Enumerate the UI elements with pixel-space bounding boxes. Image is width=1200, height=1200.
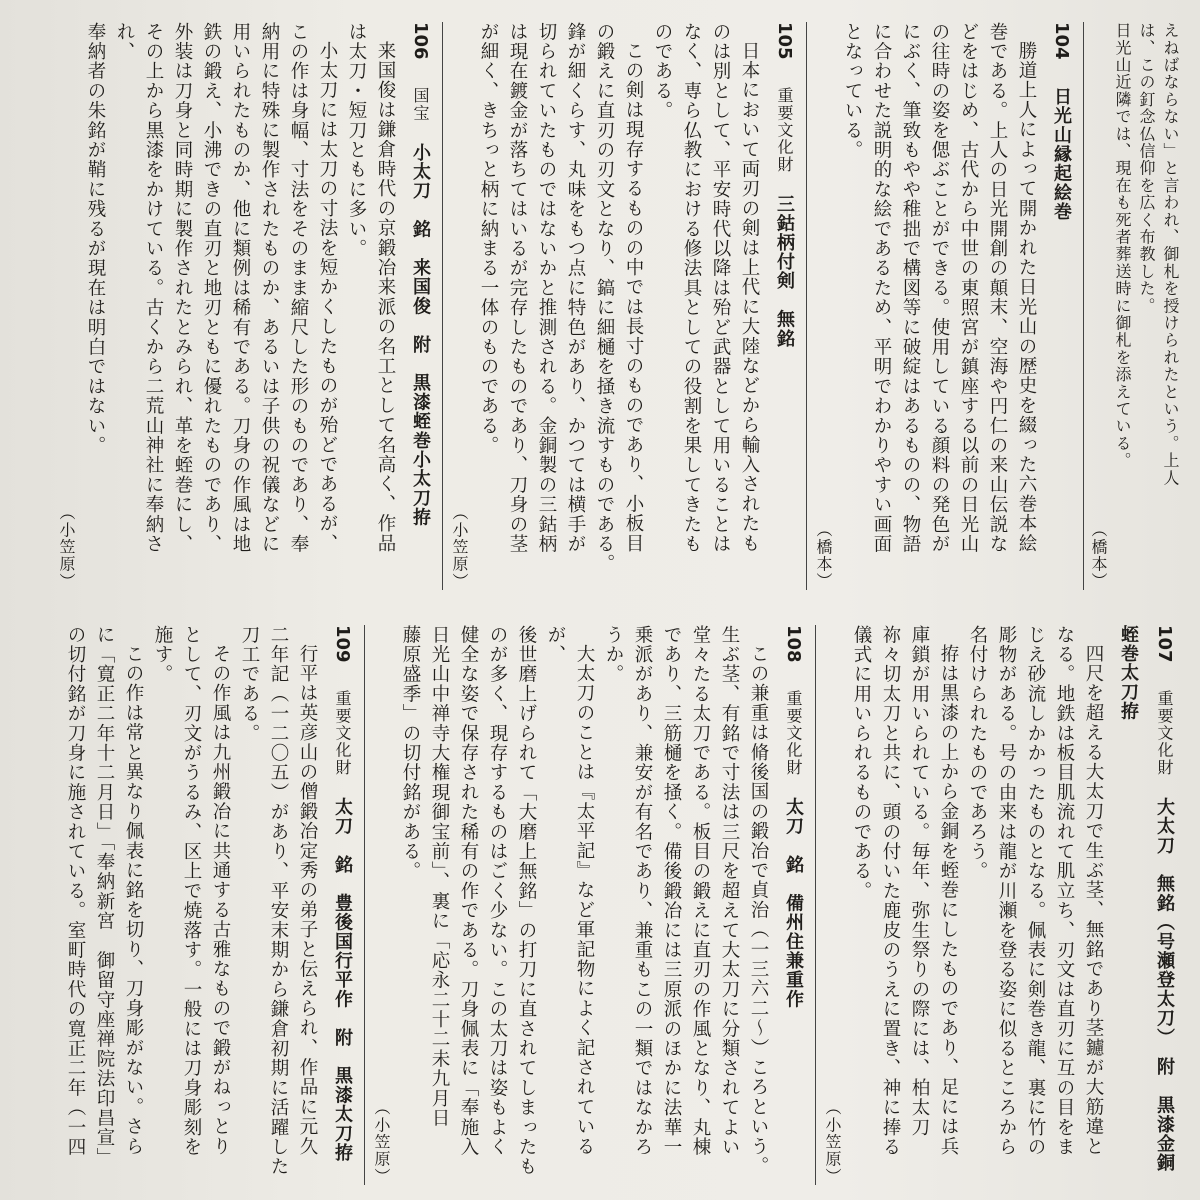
bottom-section [18, 625, 1182, 1185]
author-credit: （小笠原） [57, 504, 76, 590]
entry-rule [1083, 22, 1084, 590]
author-credit: （橋本） [814, 521, 833, 590]
text-line: に「寛正二年十二月日」「奉納新宮 御留守座禅院法印昌宣」 [94, 625, 115, 1168]
text-line: 日本において両刃の剣は上代に大陸などから輸入されたも [739, 40, 760, 553]
entry-rule [815, 625, 816, 1185]
designation-tag: 重要文化財 [775, 87, 794, 174]
entry-title: 三鈷柄付剣 無銘 [774, 194, 795, 349]
entry-heading [775, 625, 811, 1185]
text-line: えねばならない」と言われ、御札を授けられたという。上人 [1161, 22, 1180, 487]
text-line: の往時の姿を偲ぶことができる。使用している顔料の発色が [929, 22, 950, 554]
text-line: 堂々たる太刀である。板目の鍛えに直刃の作風となり、丸棟 [690, 625, 711, 1157]
text-line: は太刀・短刀ともに多い。 [346, 22, 367, 259]
text-line: は、この釘念仏信仰を広く布教した。 [1137, 22, 1156, 315]
text-line: 奉納者の朱銘が鞘に残るが現在は明白ではない。 [85, 22, 106, 456]
text-line: 日光山近隣では、現在も死者葬送時に御札を添えている。 [1113, 22, 1132, 470]
designation-tag: 重要文化財 [784, 690, 803, 777]
entry-number: 104 [1051, 22, 1072, 60]
entry-heading [766, 22, 802, 590]
entry-number: 107 [1154, 625, 1175, 663]
designation-tag: 重要文化財 [333, 690, 352, 777]
entry-rule [442, 22, 443, 590]
designation-tag: 重要文化財 [1155, 690, 1174, 777]
text-line: その上から黒漆をかけている。古くから二荒山神社に奉納され、 [114, 22, 164, 554]
text-line: にぶく、筆致もやや稚拙で構図等に破綻はあるものの、物語 [900, 22, 921, 554]
text-line: として、刃文がうるみ、区上で焼落す。一般には刀身彫刻を [181, 625, 202, 1157]
text-line: 藤原盛季」の切付銘がある。 [400, 625, 421, 882]
top-section [18, 22, 1182, 590]
text-line: なく、専ら仏教における修法具としての役割を果してきたも [681, 22, 702, 554]
entry-number: 109 [332, 625, 353, 663]
text-line: のが多く、現存するものはごく少ない。この太刀は姿もよく [487, 625, 508, 1157]
entry-heading [1043, 22, 1079, 590]
entry-108 [367, 625, 816, 1185]
text-line: となっている。 [842, 22, 863, 160]
author-credit: （小笠原） [450, 504, 469, 590]
text-line: の切付銘が刀身に施されている。室町時代の寛正二年（一四 [65, 625, 86, 1157]
text-line: 彫物がある。号の由来は龍が川瀬を登る姿に似るところから [996, 625, 1017, 1157]
text-line: 行平は英彦山の僧鍛冶定秀の弟子と伝えられ、作品に元久 [297, 643, 318, 1156]
entry-rule [364, 625, 365, 1185]
text-line: 生ぶ茎、有銘で寸法は三尺を超えて大太刀に分類されてよい [719, 625, 740, 1157]
entry-number: 105 [774, 22, 795, 60]
text-line: 鋒が細くらす、丸味をもつ点に特色があり、かつては横手が [565, 22, 586, 554]
text-line: 名付けられたものであろう。 [967, 625, 988, 882]
text-line: のである。 [652, 22, 673, 121]
text-line: 巻である。上人の日光開創の顛末、空海や円仁の来山伝説な [987, 22, 1008, 554]
text-line: であり、三筋樋を掻く。備後鍛冶には三原派のほかに法華一 [661, 625, 682, 1157]
entry-109 [61, 625, 365, 1185]
text-line: 儀式に用いられるものである。 [851, 625, 872, 901]
entry-title: 大太刀 無銘（号瀬登太刀） 附 黒漆金銅蛭巻太刀拵 [1118, 625, 1175, 1173]
entry-title: 日光山縁起絵巻 [1051, 87, 1072, 222]
author-credit: （小笠原） [372, 1099, 391, 1185]
text-line: なる。地鉄は板目肌流れて肌立ち、刃文は直刃に互の目をま [1054, 625, 1075, 1157]
text-line: 勝道上人によって開かれた日光山の歴史を綴った六巻本絵 [1016, 40, 1037, 553]
text-line: の鍛えに直刃の刃文となり、鎬に細樋を掻き流すものである。 [594, 22, 615, 574]
text-line: 鉄の鍛え、小沸できの直刃と地刃ともに優れたものであり、 [201, 22, 222, 554]
text-line: 納用に特殊に製作されたものか、あるいは子供の祝儀などに [259, 22, 280, 554]
text-line: その作風は九州鍛冶に共通する古雅なもので鍛がねっとり [210, 643, 231, 1156]
entry-104 [809, 22, 1084, 590]
text-line: 日光山中禅寺大権現御宝前」、裏に「応永二十二未九月日 [429, 625, 450, 1128]
text-line: が細く、きちっと柄に納まる一体のものである。 [478, 22, 499, 456]
author-credit: （小笠原） [823, 1099, 842, 1185]
designation-tag: 国宝 [411, 87, 430, 122]
text-line: この兼重は脩後国の鍛冶で貞治（一三六二〜）ころという。 [748, 643, 769, 1176]
text-line: この作は身幅、寸法をそのまま縮尺した形のものであり、奉 [288, 22, 309, 554]
text-line: 小太刀には太刀の寸法を短かくしたものが殆どであるが、 [317, 40, 338, 553]
text-line: 庫鎖が用いられている。毎年、弥生祭りの際には、柏太刀 [909, 625, 930, 1138]
text-line: うか。 [603, 625, 624, 685]
entry-107 [818, 625, 1182, 1185]
text-line: どをはじめ、古代から中世の東照宮が鎮座する以前の日光山 [958, 22, 979, 554]
text-line: 大太刀のことは『太平記』など軍記物によく記されているが、 [545, 625, 595, 1156]
text-line: 外装は刀身と同時期に製作されたとみられ、革を蛭巻にし、 [172, 22, 193, 554]
text-line: 拵は黒漆の上から金銅を蛭巻にしたものであり、足には兵 [938, 643, 959, 1156]
text-line: 乗派があり、兼安が有名であり、兼重もこの一類ではなかろ [632, 625, 653, 1157]
entry-heading [1110, 625, 1182, 1185]
entry-105 [445, 22, 807, 590]
text-line: 後世磨上げられて「大磨上無銘」の打刀に直されてしまったも [516, 625, 537, 1177]
text-line: 二年記（一二〇五）があり、平安末期から鎌倉初期に活躍した [268, 625, 289, 1177]
entry-106 [52, 22, 443, 590]
entry-rule [806, 22, 807, 590]
text-line: は現在鍍金が落ちてはいるが完存したものであり、刀身の茎 [507, 22, 528, 554]
entry-continuation [1086, 22, 1182, 590]
author-credit: （橋本） [1089, 521, 1108, 590]
entry-number: 106 [410, 22, 431, 60]
text-line: この剣は現存するものの中では長寸のものであり、小板目 [623, 40, 644, 553]
text-line: じえ砂流しかかったものとなる。佩表に剣巻き龍、裏に竹の [1025, 625, 1046, 1157]
text-line: 刀工である。 [239, 625, 260, 744]
text-line: 祢々切太刀と共に、頭の付いた鹿皮のうえに置き、神に捧る [880, 625, 901, 1157]
entry-title: 太刀 銘 備州住兼重作 [783, 797, 804, 1009]
entry-number: 108 [783, 625, 804, 663]
text-line: 来国俊は鎌倉時代の京鍛冶来派の名工として名高く、作品 [375, 40, 396, 553]
text-line: に合わせた説明的な絵であるため、平明でわかりやすい画面 [871, 22, 892, 554]
entry-heading [402, 22, 438, 590]
entry-heading [324, 625, 360, 1185]
text-line: 施す。 [152, 625, 173, 685]
entry-title: 太刀 銘 豊後国行平作 附 黒漆太刀拵 [332, 797, 353, 1163]
text-line: 四尺を超える大太刀で生ぶ茎、無銘であり茎鑢が大筋違と [1083, 643, 1104, 1156]
text-line: 健全な姿で保存された稀有の作である。刀身佩表に「奉施入 [458, 625, 479, 1157]
text-line: のは別として、平安時代以降は殆ど武器として用いることは [710, 22, 731, 554]
text-line: 切られていたものではないかと推測される。金銅製の三鈷柄 [536, 22, 557, 554]
entry-title: 小太刀 銘 来国俊 附 黒漆蛭巻小太刀拵 [410, 142, 431, 527]
text-line: この作は常と異なり佩表に銘を切り、刀身彫がない。さら [123, 643, 144, 1156]
text-line: 用いられたものか、他に類例は稀有である。刀身の作風は地 [230, 22, 251, 554]
